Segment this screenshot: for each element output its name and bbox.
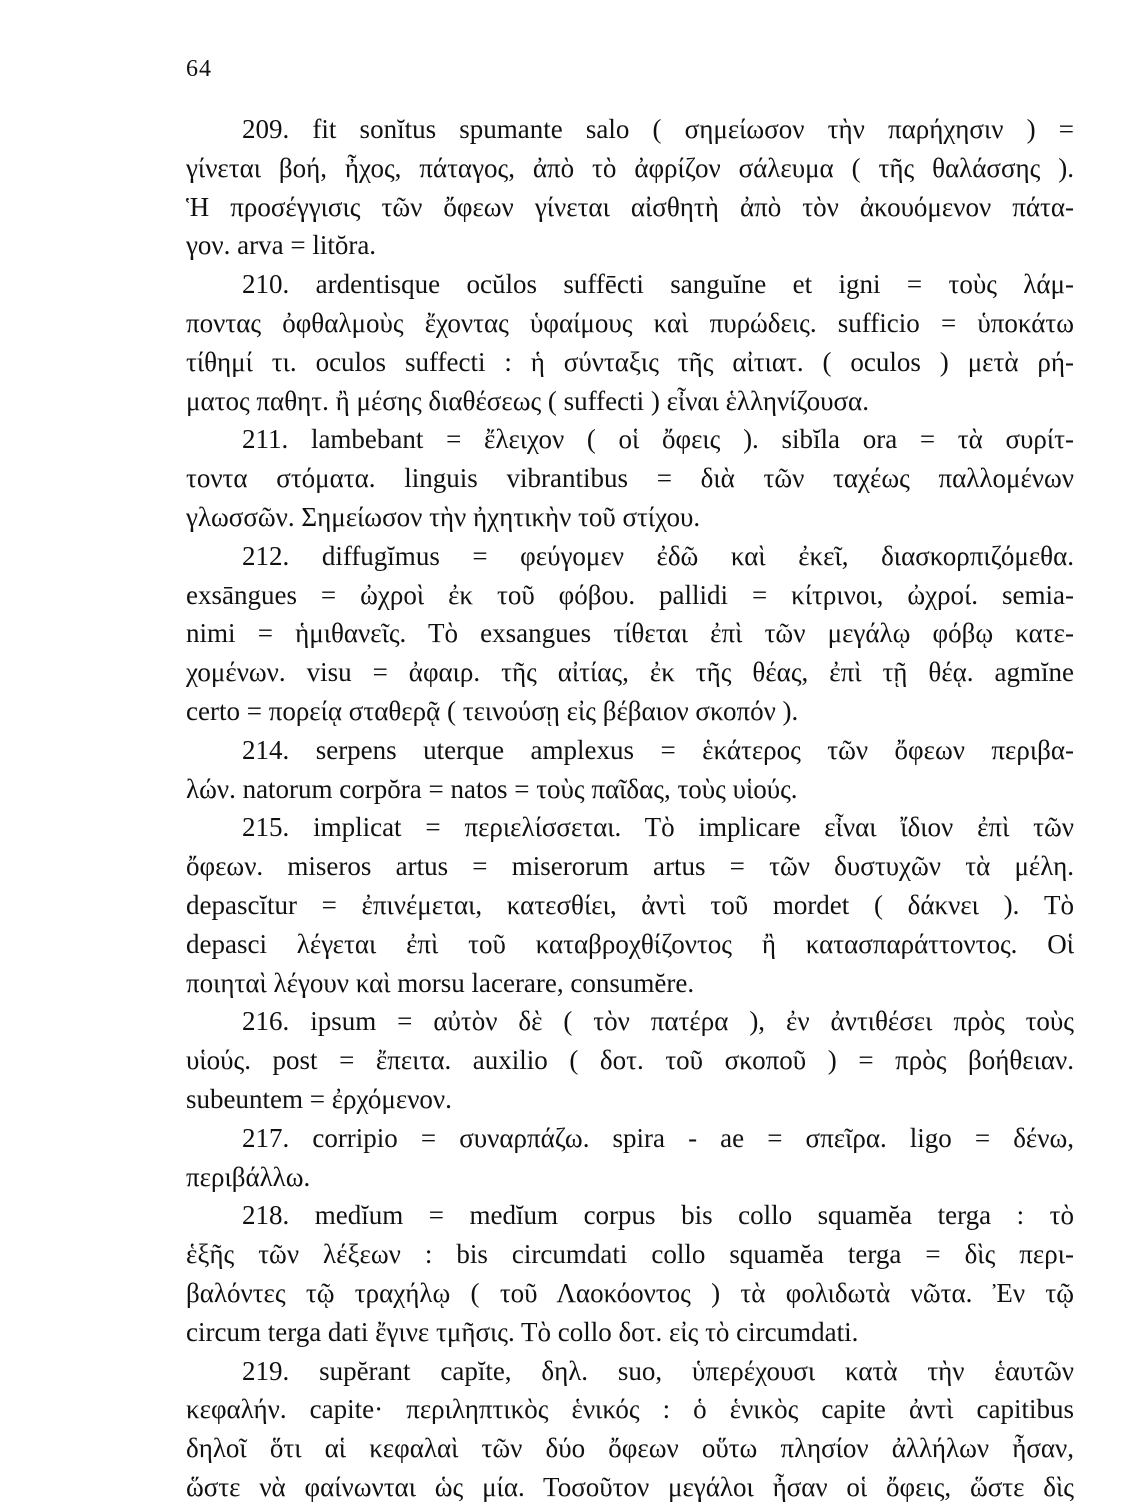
text-line: δηλοῖ ὅτι αἱ κεφαλαὶ τῶν δύο ὄφεων οὕτω πλησίον ἀλλήλων ἦσαν, bbox=[186, 1433, 1074, 1464]
text-line: ὄφεων. miseros artus = miserorum artus = τῶν δυστυχῶν τὰ μέλη. bbox=[186, 851, 1074, 882]
text-line: γλωσσῶν. Σημείωσον τὴν ἠχητικὴν τοῦ στίχου. bbox=[186, 501, 701, 532]
text-line: λών. natorum corpŏra = natos = τοὺς παῖδας, τοὺς υἱούς. bbox=[186, 773, 798, 804]
text-line: γίνεται βοή, ἦχος, πάταγος, ἀπὸ τὸ ἀφρίζον σάλευμα ( τῆς θαλάσσης ). bbox=[186, 152, 1074, 183]
text-line: περιβάλλω. bbox=[186, 1161, 311, 1192]
text-line: subeuntem = ἐρχόμενον. bbox=[186, 1083, 452, 1114]
text-line: τίθημί τι. oculos suffecti : ἡ σύνταξις τῆς αἰτιατ. ( oculos ) μετὰ ρή- bbox=[186, 346, 1074, 377]
text-line: depascĭtur = ἐπινέμεται, κατεσθίει, ἀντὶ τοῦ mordet ( δάκνει ). Τὸ bbox=[186, 889, 1074, 920]
text-line: 218. medĭum = medĭum corpus bis collo squamĕa terga : τὸ bbox=[242, 1200, 1074, 1231]
text-line: ἑξῆς τῶν λέξεων : bis circumdati collo squamĕa terga = δὶς περι- bbox=[186, 1239, 1074, 1270]
text-line: κεφαλήν. capite· περιληπτικὸς ἑνικός : ὁ ἑνικὸς capite ἀντὶ capitibus bbox=[186, 1394, 1074, 1425]
text-line: ποιηταὶ λέγουν καὶ morsu lacerare, consumĕre. bbox=[186, 967, 695, 998]
text-line: ματος παθητ. ἢ μέσης διαθέσεως ( suffecti ) εἶναι ἑλληνίζουσα. bbox=[186, 385, 869, 416]
text-line: nimi = ἡμιθανεῖς. Τὸ exsangues τίθεται ἐπὶ τῶν μεγάλῳ φόβῳ κατε- bbox=[186, 618, 1074, 649]
text-line: χομένων. visu = ἀφαιρ. τῆς αἰτίας, ἐκ τῆς θέας, ἐπὶ τῇ θέᾳ. agmĭne bbox=[186, 657, 1074, 688]
text-line: βαλόντες τῷ τραχήλῳ ( τοῦ Λαοκόοντος ) τὰ φολιδωτὰ νῶτα. Ἐν τῷ bbox=[186, 1277, 1074, 1308]
text-line: ὥστε νὰ φαίνωνται ὡς μία. Τοσοῦτον μεγάλοι ἦσαν οἱ ὄφεις, ὥστε δὶς bbox=[186, 1471, 1074, 1502]
text-line: 209. fit sonĭtus spumante salo ( σημείωσον τὴν παρήχησιν ) = bbox=[242, 114, 1074, 144]
page-number: 64 bbox=[186, 56, 212, 82]
text-line: 211. lambebant = ἔλειχον ( οἱ ὄφεις ). sibĭla ora = τὰ συρίτ- bbox=[242, 424, 1074, 455]
text-line: Ἡ προσέγγισις τῶν ὄφεων γίνεται αἰσθητὴ ἀπὸ τὸν ἀκουόμενον πάτα- bbox=[186, 191, 1074, 222]
text-line: τοντα στόματα. linguis vibrantibus = διὰ τῶν ταχέως παλλομένων bbox=[186, 463, 1074, 494]
text-line: υἱούς. post = ἔπειτα. auxilio ( δοτ. τοῦ σκοποῦ ) = πρὸς βοήθειαν. bbox=[186, 1045, 1074, 1076]
text-line: circum terga dati ἔγινε τμῆσις. Τὸ collo δοτ. εἰς τὸ circumdati. bbox=[186, 1316, 859, 1347]
text-line: 214. serpens uterque amplexus = ἑκάτερος τῶν ὄφεων περιβα- bbox=[242, 734, 1074, 765]
text-line: 212. diffugĭmus = φεύγομεν ἐδῶ καὶ ἐκεῖ, διασκορπιζόμεθα. bbox=[242, 540, 1074, 571]
text-line: 219. supĕrant capĭte, δηλ. suo, ὑπερέχουσι κατὰ τὴν ἑαυτῶν bbox=[242, 1355, 1074, 1386]
text-line: γον. arva = litŏra. bbox=[186, 230, 377, 261]
text-line: 215. implicat = περιελίσσεται. Τὸ implicare εἶναι ἴδιον ἐπὶ τῶν bbox=[242, 812, 1074, 843]
text-line: exsāngues = ὠχροὶ ἐκ τοῦ φόβου. pallidi = κίτρινοι, ὠχροί. semia- bbox=[186, 579, 1074, 610]
text-line: 217. corripio = συναρπάζω. spira - ae = σπεῖρα. ligo = δένω, bbox=[242, 1122, 1074, 1153]
text-line: 210. ardentisque ocŭlos suffēcti sanguĭne et igni = τοὺς λάμ- bbox=[242, 269, 1074, 300]
commentary-text-block bbox=[186, 110, 1074, 1507]
text-line: depasci λέγεται ἐπὶ τοῦ καταβροχθίζοντος ἢ κατασπαράττοντος. Οἱ bbox=[186, 928, 1074, 959]
text-line: certo = πορείᾳ σταθερᾷ ( τεινούσῃ εἰς βέβαιον σκοπόν ). bbox=[186, 695, 799, 726]
text-line: ποντας ὀφθαλμοὺς ἔχοντας ὑφαίμους καὶ πυρώδεις. sufficio = ὑποκάτω bbox=[186, 307, 1074, 338]
text-line: 216. ipsum = αὐτὸν δὲ ( τὸν πατέρα ), ἐν ἀντιθέσει πρὸς τοὺς bbox=[242, 1006, 1074, 1037]
